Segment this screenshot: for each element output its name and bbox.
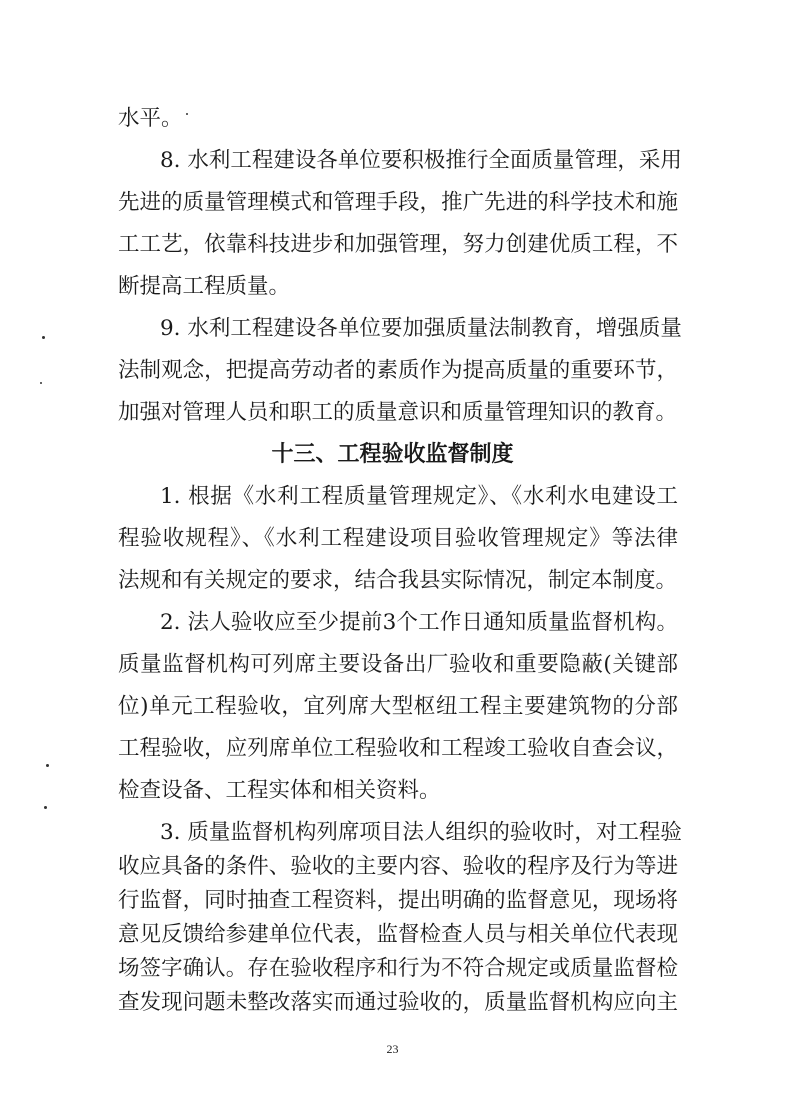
text-line: 场签字确认。存在验收程序和行为不符合规定或质量监督检 <box>118 956 678 981</box>
text-line: 加强对管理人员和职工的质量意识和质量管理知识的教育。 <box>118 400 678 425</box>
text-line: 位)单元工程验收，宜列席大型枢纽工程主要建筑物的分部 <box>118 694 678 719</box>
text-line: 水平。 <box>118 106 183 131</box>
text-line: 9. 水利工程建设各单位要加强质量法制教育，增强质量 <box>160 316 682 341</box>
scan-speck <box>40 382 42 384</box>
text-line: 法规和有关规定的要求，结合我县实际情况，制定本制度。 <box>118 568 678 593</box>
text-line: 收应具备的条件、验收的主要内容、验收的程序及行为等进 <box>118 854 678 879</box>
page-number: 23 <box>386 1042 399 1056</box>
text-line: 工程验收，应列席单位工程验收和工程竣工验收自查会议， <box>118 736 678 761</box>
text-line: 2. 法人验收应至少提前3个工作日通知质量监督机构。 <box>160 610 678 635</box>
scan-speck <box>42 336 45 339</box>
text-line: 先进的质量管理模式和管理手段，推广先进的科学技术和施 <box>118 190 678 215</box>
text-line: 行监督，同时抽查工程资料，提出明确的监督意见，现场将 <box>118 888 678 913</box>
text-line: 程验收规程》、《水利工程建设项目验收管理规定》等法律 <box>118 526 678 551</box>
text-line: 检查设备、工程实体和相关资料。 <box>118 778 441 803</box>
text-line: 断提高工程质量。 <box>118 274 291 299</box>
text-line: 法制观念，把提高劳动者的素质作为提高质量的重要环节， <box>118 358 678 383</box>
scan-speck <box>44 806 47 809</box>
text-line: 8. 水利工程建设各单位要积极推行全面质量管理，采用 <box>160 148 682 173</box>
scan-speck <box>186 113 188 115</box>
scan-speck <box>46 764 49 767</box>
text-line: 工工艺，依靠科技进步和加强管理，努力创建优质工程，不 <box>118 232 678 257</box>
text-line: 意见反馈给参建单位代表，监督检查人员与相关单位代表现 <box>118 922 678 947</box>
section-heading: 十三、工程验收监督制度 <box>271 442 514 467</box>
text-line: 3. 质量监督机构列席项目法人组织的验收时，对工程验 <box>160 820 682 845</box>
text-line: 质量监督机构可列席主要设备出厂验收和重要隐蔽(关键部 <box>118 652 678 677</box>
text-line: 1. 根据《水利工程质量管理规定》、《水利水电建设工 <box>160 484 678 509</box>
text-line: 查发现问题未整改落实而通过验收的，质量监督机构应向主 <box>118 990 678 1015</box>
